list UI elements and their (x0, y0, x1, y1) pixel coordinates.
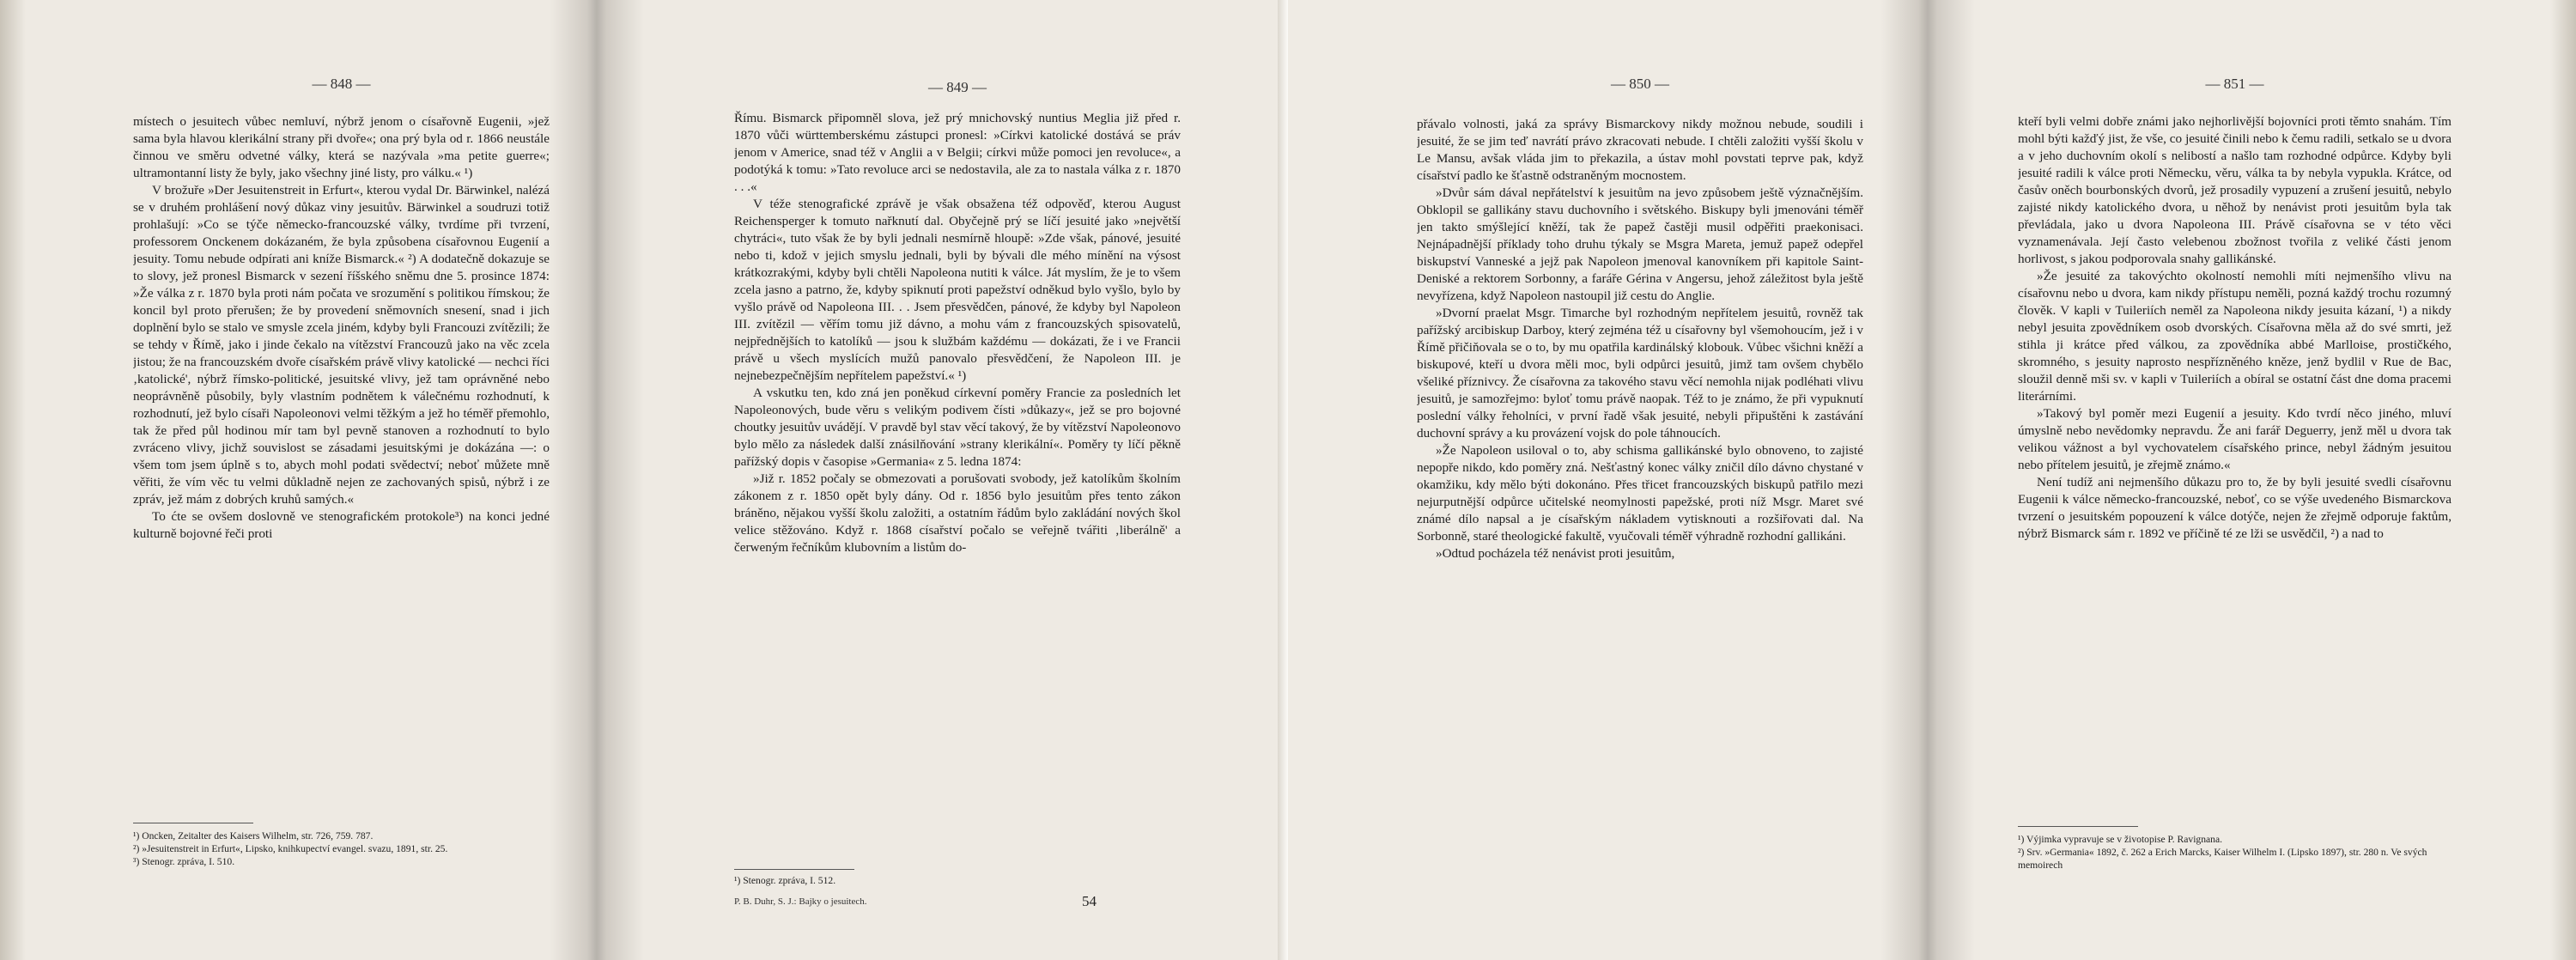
page-850 (1417, 0, 1863, 960)
paragraph: To ćte se ovšem doslovně ve stenografickém protokole³) na konci jedné kulturně bojovné řeči proti (133, 509, 550, 541)
sheet-number: 54 (1082, 893, 1097, 909)
footnote: ²) »Jesuitenstreit in Erfurt«, Lipsko, knihkupectví evangel. svazu, 1891, str. 25. (133, 843, 448, 854)
page-text (1417, 116, 1863, 906)
page-851 (2018, 0, 2451, 960)
page-text (2018, 113, 2451, 817)
page-number: — 851 — (2205, 76, 2264, 92)
paragraph: V brožuře »Der Jesuitenstreit in Erfurt«, kterou vydal Dr. Bärwinkel, nalézá se v druhém prohlášení nový důkaz viny jesuitův. Bärwinkel a soudruzi totiž prohlašují: »Co se týče německo-francouzské války, tvrdíme při tvrzení, professorem Onckenem dokázaném, že byla způsobena císařovnou Eugenií a jesuity. Tomu nebude odpírati ani kníže Bismarck.« ²) A dodatečně dokazuje se to slovy, jež pronesl Bismarck v sezení říšského sněmu dne 5. prosince 1874: »Že válka z r. 1870 byla proti nám počata ve srozumění s politikou římskou; že koncil byl proto přerušen; že by provedení sněmovních snesení, snad i jich doplnění bylo se stalo ve smysle zcela jiném, kdyby byli Francouzi zvítězili; že se tehdy v Římě, jako i jinde čekalo na vítězství Francouzů jako na věc zcela jistou; že na francouzském dvoře císařském právě vlivy katolické — nechci říci ‚katolické', nýbrž římsko-politické, jesuitské vlivy, jež tam oprávněné nebo neoprávněně působily, byly vlastním podnětem k válečnému rozhodnutí, k rozhodnutí, jež bylo císaři Napoleonovi velmi těžkým a jež ho téměř přemohlo, tak že před půl hodinou mír tam byl pevně stanoven a rozhodnutí to bylo zvráceno vlivy, jichž souvislost se zásadami jesuitskými je dokázána —: o všem tom jsem úplně s to, abych mohl podati svědectví; neboť můžete mně věřiti, že vím věc tu velmi důkladně nejen ze zachovaných spisů, nýbrž i ze zpráv, jež mám z dobrých kruhů samých.« (133, 183, 550, 507)
printer-signature: P. B. Duhr, S. J.: Bajky o jesuitech. (734, 896, 867, 907)
paragraph: »Že Napoleon usiloval o to, aby schisma gallikánské bylo obnoveno, to zajisté nepopře nikdo, kdo poměry zná. Nešťastný konec války zničil dílo dávno chystané v okamžiku, kdy mělo býti dokonáno. Přes třicet francouzských biskupů patřilo mezi nejurputnější odpůrce učitelské neomylnosti papežské, proti níž Msgr. Maret své známé dílo napsal a je císařským nákladem vytisknouti a rozšiřovati dal. Na Sorbonně, staré theologické fakultě, vyučovali téměř výhradně rozhodní gallikáni. (1417, 443, 1863, 544)
footnotes (133, 829, 550, 868)
page-number: — 848 — (312, 76, 371, 92)
footnote: ¹) Oncken, Zeitalter des Kaisers Wilhelm, str. 726, 759. 787. (133, 830, 374, 842)
page-number: — 850 — (1611, 76, 1669, 92)
paragraph: kteří byli velmi dobře známi jako nejhorlivější bojovníci proti těmto snahám. Tím mohl býti kažďý jist, že vše, co jesuité činili nebo k čemu radili, setkalo se u dvora a v jeho duchovním okolí s nelibostí a našlo tam rozhodné odpůrce. Kdyby byli jesuité radili k válce proti Německu, věru, válka ta by nebyla vypukla. Krátce, od časův oněch bourbonských dvorů, jež prosadily vypuzení a zrušení jesuitů, nebylo zajisté nikdy katolického dvora, u něhož by nenávist proti jesuitům byla tak převládala, jako u dvora Napoleona III. Právě císařovna se v této věci vyznamenávala. Její často velebenou zbožnost tvořila z veliké části jenom horlivost, s jakou podporovala snahy gallikánské. (2018, 114, 2451, 266)
footnote: ³) Stenogr. zpráva, I. 510. (133, 856, 235, 867)
paragraph: Není tudíž ani nejmenšího důkazu pro to, že by byli jesuité svedli císařovnu Eugenii k válce německo-francouzské, neboť, co se výše uvedeného Bismarckova tvrzení o jesuitském popouzení k válce dotýče, nejen že zřejmě odporuje faktům, nýbrž Bismarck sám r. 1892 ve příčině té ze lži se usvědčil, ²) a nad to (2018, 475, 2451, 541)
footnotes (734, 874, 1181, 887)
page-849 (734, 0, 1181, 960)
footnote: ¹) Stenogr. zpráva, I. 512. (734, 875, 836, 886)
paragraph: místech o jesuitech vůbec nemluví, nýbrž jenom o císařovně Eugenii, »jež sama byla hlavou klerikální strany při dvoře«; ona prý byla od r. 1866 neustále činnou ve směru odvetné války, která se nazývala »ma petite guerre«; ultramontanní listy že byly, jako všechny jiné listy, pro válku.« ¹) (133, 114, 550, 180)
paragraph: »Takový byl poměr mezi Eugenií a jesuity. Kdo tvrdí něco jiného, mluví úmyslně nebo nevědomky nepravdu. Že ani farář Deguerry, jenž měl u dvora tak velikou vážnost a byl vychovatelem císařského prince, nebyl žádným jesuitou nebo přítelem jesuitů, je zřejmě známo.« (2018, 406, 2451, 472)
paragraph: »Dvorní praelat Msgr. Timarche byl rozhodným nepřítelem jesuitů, rovněž tak pařížský arcibiskup Darboy, který zejména též u císařovny byl všemohoucím, jež i v Římě přičiňovala se o to, by mu opatřila kardinálský klobouk. Vůbec všichni kněží a biskupové, kteří u dvora měli moc, byli odpůrci jesuitů, jimž tam ovšem chybělo všeliké příznivcy. Že císařovna za takového stavu věcí nemohla nijak podléhati vlivu jesuitů, je samozřejmo: byloť tomu právě naopak. Též to je známo, že při vypuknutí poslední války řeholníci, v první řadě však jesuité, nebyli připuštěni k zastávání duchovní správy a ku provázení vojsk do pole táhnoucích. (1417, 306, 1863, 441)
paragraph: »Již r. 1852 počaly se obmezovati a porušovati svobody, jež katolíkům školním zákonem z r. 1850 opět byly dány. Od r. 1856 bylo jesuitům přes tento zákon bráněno, nějakou vyšší školu založiti, a ostatním řádům bylo zakládání nových škol velice stěžováno. Když r. 1868 císařství počalo se veřejně tvářiti ‚liberálně' a čerweným řečníkům klubovním a listům do- (734, 471, 1181, 555)
page-edge-shadow (0, 0, 26, 960)
paragraph: »Odtud pocházela též nenávist proti jesuitům, (1436, 546, 1675, 561)
page-text (734, 110, 1181, 823)
footnote-rule (2018, 826, 2138, 827)
page-text (133, 113, 550, 817)
paragraph: Římu. Bismarck připomněl slova, jež prý mnichovský nuntius Meglia již před r. 1870 vůči württemberskému zástupci pronesl: »Církvi katolické dostává se práv jenom v Americe, snad též v Anglii a v Belgii; církvi může pomoci jen revoluce«, a podotýká k tomu: »Tato revoluce arci se nedostavila, ale za to nastala válka z r. 1870 . . .« (734, 111, 1181, 194)
page-edge-shadow (2550, 0, 2576, 960)
footnote-rule (734, 869, 854, 870)
paragraph: »Že jesuité za takovýchto okolností nemohli míti nejmenšího vlivu na císařovnu nebo u dvora, kam nikdy přístupu neměli, pozná každý trochu rozumný člověk. V kapli v Tuileriích neměl za Napoleona nikdy jesuita kázaní, ¹) a nikdy nebyl jesuita zpovědníkem osob dvorských. Císařovna měla až do své smrti, jež stihla ji krátce před válkou, za zpovědníka abbé Marlloise, prostičkého, skromného, s jesuity naprosto nespřízněného kněze, jenž bydlil v Rue de Bac, sloužil denně mši sv. v kapli v Tuileriích a obíral se ostatní část dne doma pracemi literárními. (2018, 269, 2451, 404)
page-number: — 849 — (928, 79, 987, 95)
book-gutter (550, 0, 644, 960)
paragraph: V téže stenografické zprávě je však obsažena též odpověď, kterou August Reichensperger k tomuto nařknutí dal. Obyčejně prý se líčí jesuité jako »největší chytráci«, tuto však že by byli jednali nesmírně hloupě: »Zde však, pánové, jesuité nebo ti, kdož v jejich smyslu jednali, byli by bývali dle mého mínění na výsost krátkozrakými, kdyby byli chtěli Napoleona nutiti k válce. Ját myslím, že je to všem zcela jasno a patrno, že, kdyby spiknutí proti papežství odněkud bylo vyšlo, bylo by vyšlo právě od Napoleona III. . . Jsem přesvědčen, pánové, že kdyby byl Napoleon III. zvítězil — věřím tomu již dávno, a mohu vám z francouzských spisovatelů, nejpřednějších to katolíků — jsou k službám každému — dokázati, že i ve Francii právě u všech myslících mužů panovalo přesvědčení, že Napoleon III. je nejnebezpečnějším nepřítelem papežství.« ¹) (734, 197, 1181, 383)
footnote: ²) Srv. »Germania« 1892, č. 262 a Erich Marcks, Kaiser Wilhelm I. (Lipsko 1897), str. 280 n. Ve svých memoirech (2018, 847, 2427, 871)
paragraph: »Dvůr sám dával nepřátelství k jesuitům na jevo způsobem ještě význačnějším. Obklopil se gallikány stavu duchovního i světského. Biskupy byli jmenováni téměř jen takto smýšlející kněží, tak že papež častěji musil odpěřiti praekonisaci. Nejnápadnější příklady toho druhu týkaly se Msgra Mareta, jemuž papež odepřel biskupství Vanneské a jejž pak Napoleon jmenoval kanovníkem při kapitole Saint-Deniské a rektorem Sorbonny, a faráře Gérina v Angersu, jehož záležitost byla ještě nevyřízena, když Napoleon nastoupil již cestu do Anglie. (1417, 185, 1863, 303)
footnotes (2018, 833, 2451, 872)
footnote: ¹) Výjimka vypravuje se v životopise P. Ravignana. (2018, 834, 2222, 845)
book-gutter (1880, 0, 1975, 960)
book-spread-right (1288, 0, 2576, 960)
paragraph: A vskutku ten, kdo zná jen poněkud církevní poměry Francie za posledních let Napoleonových, bude věru s velikým podivem čísti »důkazy«, jež se pro bojovné choutky jesuitův uvádějí. V pravdě byl stav věcí takový, že by vítězství Napoleonovo bylo mělo za následek další znásilňování »strany klerikální«. Poměry ty líčí pěkně pařížský dopis v časopise »Germania« z 5. ledna 1874: (734, 386, 1181, 469)
page-848 (133, 0, 550, 960)
paragraph: přávalo volnosti, jaká za správy Bismarckovy nikdy možnou nebude, soudili i jesuité, že se jim teď navrátí právo zkracovati nebude. I chtěli založiti vyšší školu v Le Mansu, avšak vláda jim to překazila, a ústav mohl povstati teprve pak, když císařství padlo ke šťastně odstraněným mocnostem. (1417, 117, 1863, 183)
